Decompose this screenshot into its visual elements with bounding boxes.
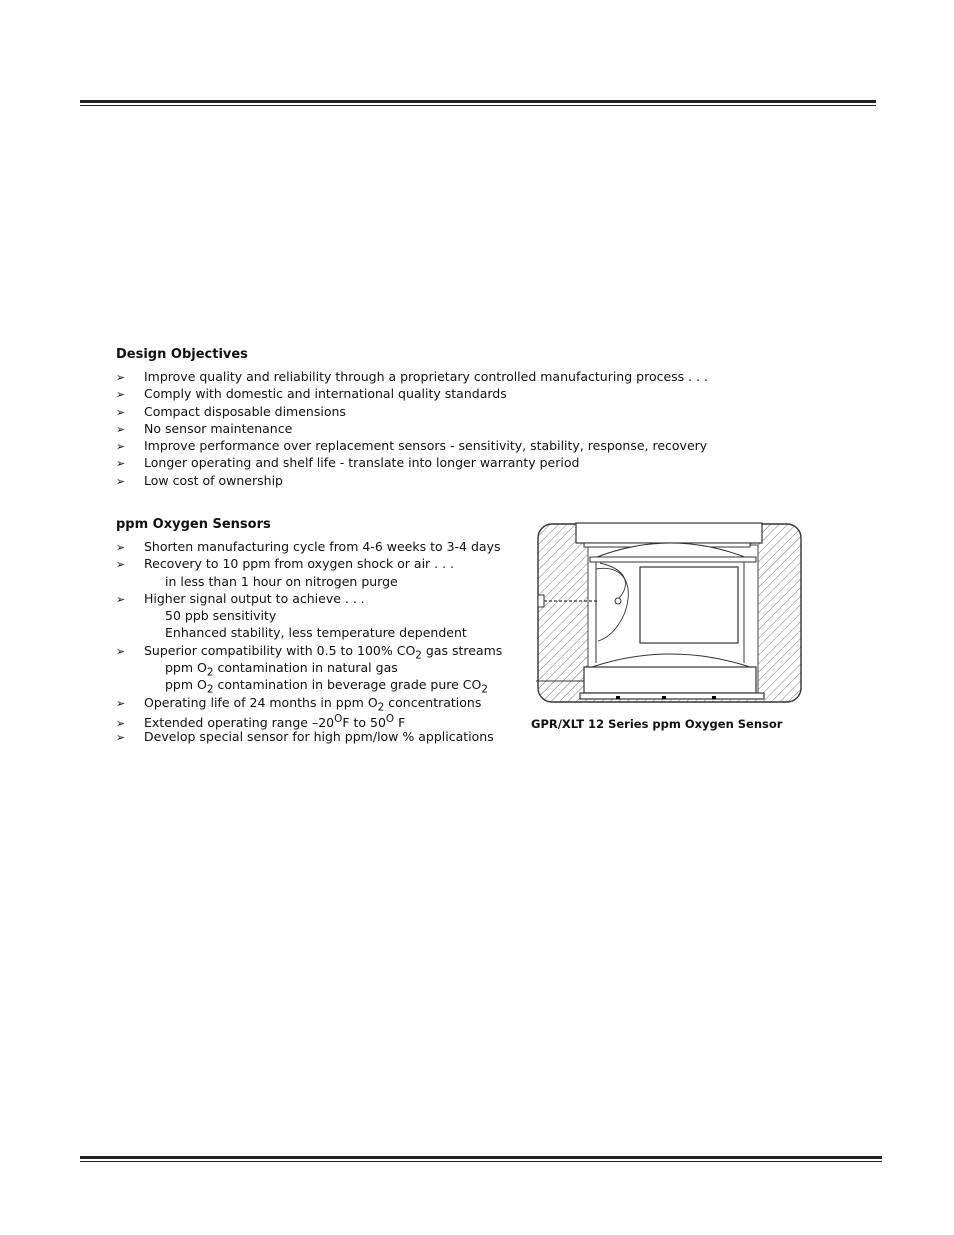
list-item: ➢ Recovery to 10 ppm from oxygen shock or air . . . [116, 555, 502, 572]
figure-caption: GPR/XLT 12 Series ppm Oxygen Sensor [531, 717, 783, 731]
list-item: ➢ Superior compatibility with 0.5 to 100% $CO_2$ gas streams [116, 642, 503, 662]
list-item: ➢ Comply with domestic and international quality standards [116, 385, 708, 402]
arrow-bullet-icon: ➢ [116, 474, 126, 488]
list-subitem: ppm $O_2$ contamination in beverage grade pure $CO_2$ [165, 677, 488, 696]
arrow-bullet-icon: ➢ [116, 388, 126, 402]
arrow-bullet-icon: ➢ [116, 405, 126, 419]
arrow-bullet-icon: ➢ [116, 717, 126, 731]
header-rule [80, 100, 876, 106]
list-subitem: Enhanced stability, less temperature dependent [165, 625, 467, 641]
electrode-block [640, 567, 738, 643]
list-item: ➢ No sensor maintenance [116, 420, 708, 437]
arrow-bullet-icon: ➢ [116, 644, 126, 658]
list-item: ➢ Shorten manufacturing cycle from 4-6 weeks to 3-4 days [116, 538, 502, 555]
oxygen-sensor-diagram [536, 521, 804, 709]
design-objectives-heading: Design Objectives [116, 347, 248, 362]
ppm-sensors-heading: ppm Oxygen Sensors [116, 517, 271, 532]
arrow-bullet-icon: ➢ [116, 541, 126, 554]
list-subitem: 50 ppb sensitivity [165, 608, 277, 624]
arrow-bullet-icon: ➢ [116, 457, 126, 471]
design-objectives-list [116, 368, 708, 489]
arrow-bullet-icon: ➢ [116, 731, 126, 745]
list-item: ➢ Extended operating range $-20^OF$ to $50^O$ F [116, 711, 502, 728]
arrow-bullet-icon: ➢ [116, 371, 126, 384]
list-item: ➢ Improve quality and reliability through a proprietary controlled manufacturing process . . . [116, 368, 708, 385]
top-cap [576, 523, 762, 543]
list-item: ➢ Compact disposable dimensions [116, 403, 708, 420]
list-item: ➢ Higher signal output to achieve . . . [116, 590, 502, 607]
arrow-bullet-icon: ➢ [116, 440, 126, 454]
base-plate [584, 667, 756, 693]
list-item: ➢ Develop special sensor for high ppm/low % applications [116, 728, 502, 745]
list-item: ➢ Low cost of ownership [116, 472, 708, 489]
list-item: ➢ Improve performance over replacement sensors - sensitivity, stability, response, recovery [116, 437, 708, 454]
arrow-bullet-icon: ➢ [116, 696, 126, 710]
arrow-bullet-icon: ➢ [116, 592, 126, 606]
list-subitem: ppm $O_2$ contamination in natural gas [165, 660, 398, 679]
list-item: ➢ Operating life of 24 months in ppm $O_2$ concentrations [116, 694, 482, 714]
arrow-bullet-icon: ➢ [116, 558, 126, 572]
ppm-sensors-list [116, 538, 502, 746]
arrow-bullet-icon: ➢ [116, 422, 126, 436]
list-subitem: in less than 1 hour on nitrogen purge [165, 573, 398, 589]
list-item: ➢ Longer operating and shelf life - translate into longer warranty period [116, 454, 708, 471]
footer-rule [80, 1156, 882, 1162]
